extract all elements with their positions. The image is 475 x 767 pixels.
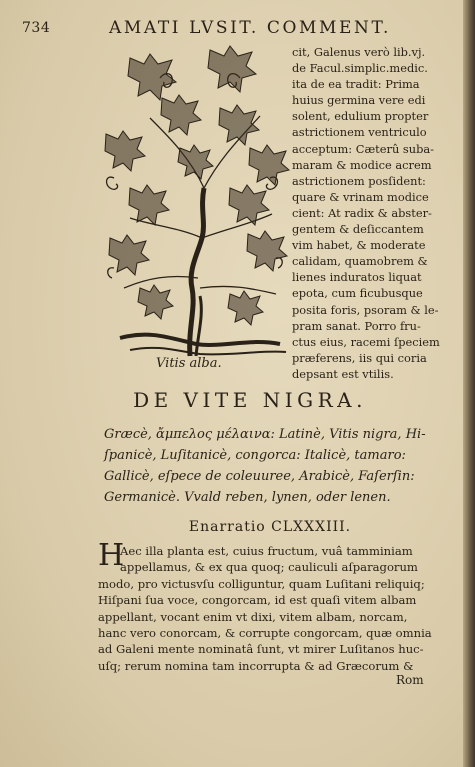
text-line: quare & vrinam modice [292,189,429,204]
text-line: solent, edulium propter [292,109,429,124]
text-line: gentem & deſiccantem [292,222,424,237]
text-line: astrictionem ventriculo [292,125,427,140]
text-line: lienes induratos liquat [292,270,422,285]
text-line: posita foris, psoram & le- [292,302,439,317]
page-header [0,18,463,40]
body-line: appellamus, & ex qua quoq; cauliculi aſparagorum [120,560,418,575]
text-line: ita de ea tradit: Prima [292,77,420,92]
body-line: Aec illa planta est, cuius fructum, vuâ tamminiam [120,544,413,558]
drop-cap: H [98,538,125,573]
body-line: uſq; rerum nomina tam incorrupta & ad Græcorum & [98,658,414,673]
body-line: appellant, vocant enim vt dixi, vitem albam, norcam, [98,609,408,624]
names-line: Germanicè. Vvald reben, lynen, oder lenen. [104,490,391,505]
catchword: Rom [396,673,424,687]
vernacular-names [104,424,454,508]
text-line: pram sanat. Porro fru- [292,318,421,333]
text-line: præferens, iis qui coria [292,350,427,365]
names-line: ſpanicè, Luſitanicè, congorca: Italicè, tamaro: [104,448,406,463]
text-line: maram & modice acrem [292,157,432,172]
body-line: ad Galeni mente nominatâ ſunt, vt mirer Luſitanos huc- [98,642,424,657]
body-line: modo, pro victusvſu colliguntur, quam Luſitani reliquiq; [98,576,425,591]
text-line: ctus eius, racemi ſpeciem [292,334,440,349]
page-edge [463,0,475,767]
figure-caption: Vitis alba. [156,356,222,371]
running-head: AMATI LVSIT. COMMENT. [109,18,391,38]
text-line: vim habet, & moderate [292,238,426,253]
text-line: cient: At radix & abster- [292,205,432,220]
page-number: 734 [22,20,51,36]
body-line: Hiſpani ſua voce, congorcam, id est quaſi vitem albam [98,593,417,608]
names-line: Græcè, ἄμπελος μέλαινα: Latinè, Vitis nigra, Hi- [104,427,426,442]
text-line: cit, Galenus verò lib.vj. [292,45,426,59]
text-line: calidam, quamobrem & [292,254,428,269]
names-line: Gallicè, eſpece de coleuuree, Arabicè, Faſerſin: [104,469,415,484]
text-line: depsant est vtilis. [292,366,394,381]
text-line: huius germina vere edi [292,93,426,108]
section-title: DE VITE NIGRA. [133,388,367,412]
text-line: acceptum: Cæterû suba- [292,141,435,156]
commentary-body [98,538,458,674]
text-line: astrictionem posſident: [292,173,426,188]
text-line: de Facul.simplic.medic. [292,61,428,76]
enarratio-heading: Enarratio CLXXXIII. [188,519,352,535]
body-line: hanc vero conorcam, & corrupte congorcam, quæ omnia [98,625,432,640]
vitis-alba-woodcut [100,38,290,360]
side-text-column [292,44,462,382]
text-line: epota, cum ficubusque [292,286,423,301]
